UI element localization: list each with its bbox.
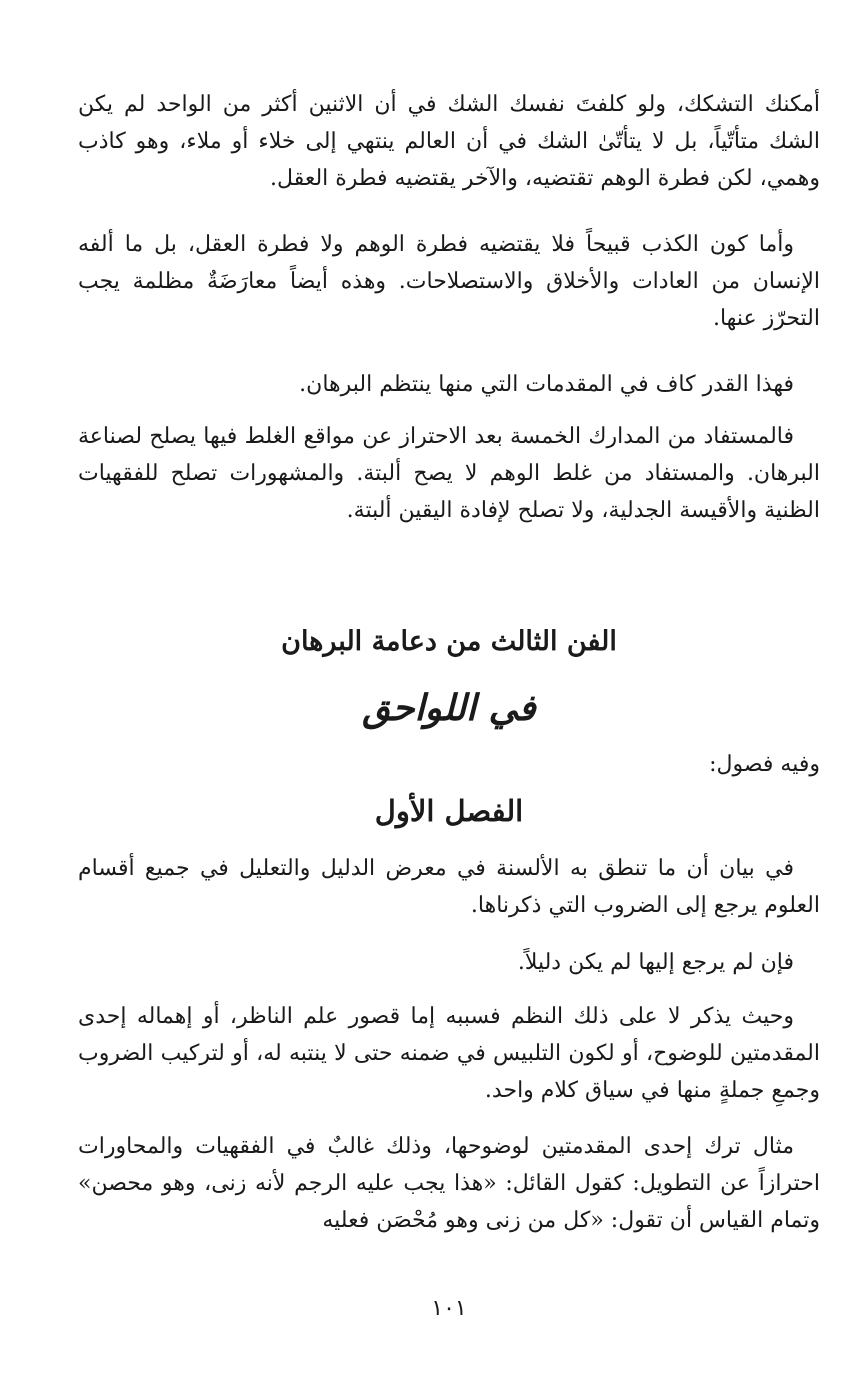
chapter-paragraph-reasons: وحيث يذكر لا على ذلك النظم فسببه إما قصور علم الناظر، أو إهماله إحدى المقدمتين للوضوح، أو لكون التلبيس في ضمنه حتى لا ينتبه له، أو لتركيب الضروب وجمعِ جملةٍ منها في سياق كلام واحد.	[78, 1004, 820, 1103]
section-subtitle: في اللواحق	[362, 687, 536, 729]
book-page	[78, 0, 820, 1395]
chapter-title: الفصل الأول	[374, 794, 524, 828]
section-intro: وفيه فصول:	[709, 752, 820, 777]
chapter-paragraph-conclusion: فإن لم يرجع إليها لم يكن دليلاً.	[517, 950, 794, 975]
chapter-paragraph-statement: في بيان أن ما تنطق به الألسنة في معرض الدليل والتعليل في جميع أقسام العلوم يرجع إلى الضروب التي ذكرناها.	[78, 856, 820, 918]
page-number: ١٠١	[431, 1296, 467, 1321]
paragraph-benefit: فالمستفاد من المدارك الخمسة بعد الاحتراز عن مواقع الغلط فيها يصلح لصناعة البرهان. والمستفاد من غلط الوهم لا يصح ألبتة. والمشهورات تصلح للفقهيات الظنية والأقيسة الجدلية، ولا تصلح لإفادة اليقين ألبتة.	[78, 424, 820, 523]
paragraph-sufficiency: فهذا القدر كاف في المقدمات التي منها ينتظم البرهان.	[299, 372, 794, 397]
chapter-paragraph-example: مثال ترك إحدى المقدمتين لوضوحها، وذلك غالبٌ في الفقهيات والمحاورات احترازاً عن التطويل: كقول القائل: «هذا يجب عليه الرجم لأنه زنى، وهو محصن» وتمام القياس أن تقول: «كل من زنى وهو مُحْصَن فعليه	[78, 1134, 820, 1233]
paragraph-doubt: أمكنك التشكك، ولو كلفتَ نفسك الشك في أن الاثنين أكثر من الواحد لم يكن الشك متأتّياً، بل لا يتأتّىٰ الشك في أن العالم ينتهي إلى خلاء أو ملاء، وهو كاذب وهمي، لكن فطرة الوهم تقتضيه، والآخر يقتضيه فطرة العقل.	[78, 92, 820, 191]
paragraph-lying: وأما كون الكذب قبيحاً فلا يقتضيه فطرة الوهم ولا فطرة العقل، بل ما ألفه الإنسان من العادات والأخلاق والاستصلاحات. وهذه أيضاً معارَضَةٌ مظلمة يجب التحرّز عنها.	[78, 232, 820, 331]
section-title: الفن الثالث من دعامة البرهان	[281, 626, 617, 657]
